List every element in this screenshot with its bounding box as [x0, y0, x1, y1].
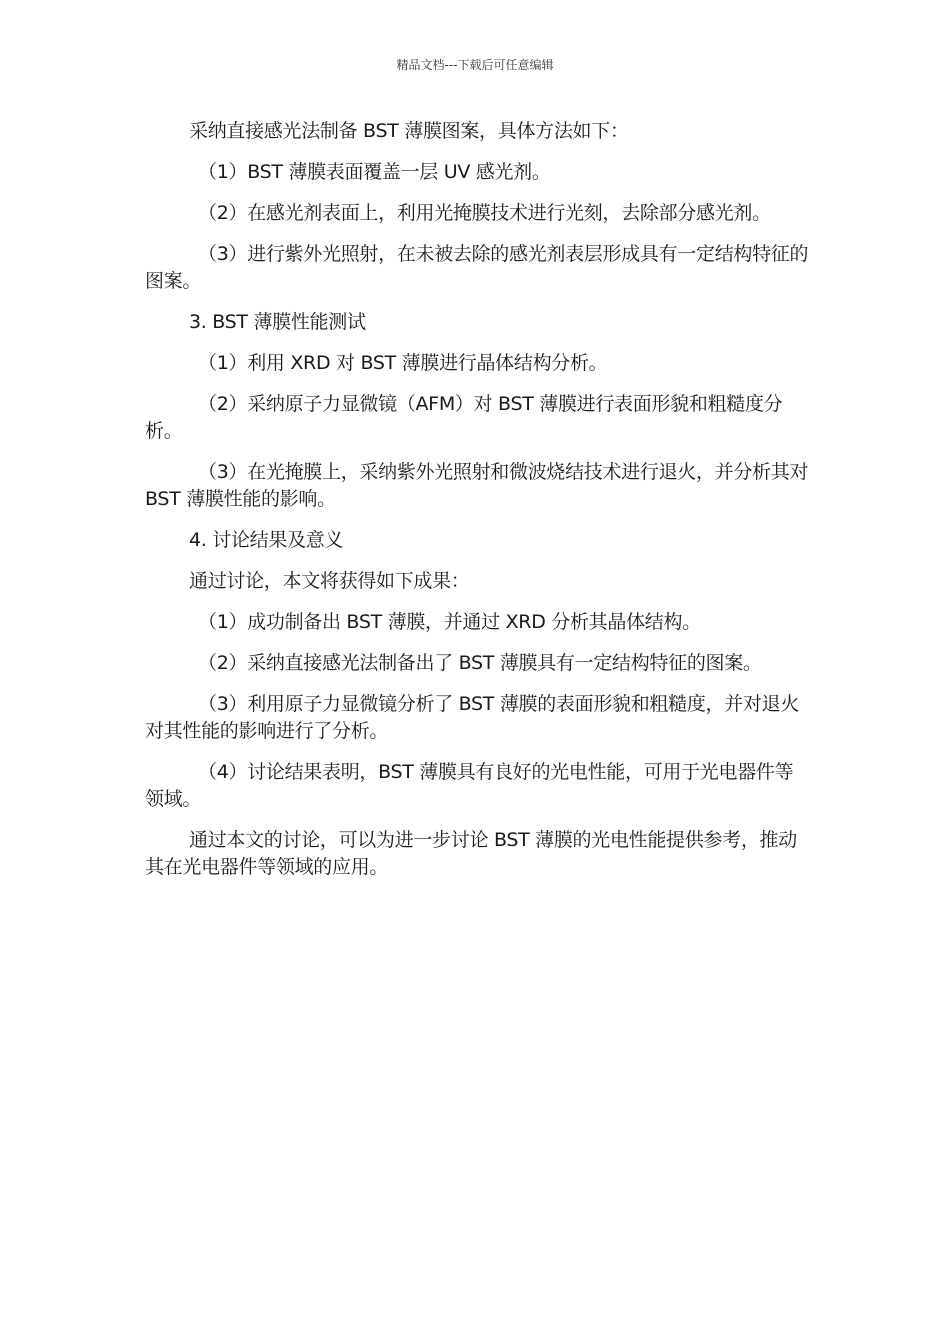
paragraph-results-intro: 通过讨论，本文将获得如下成果： — [189, 570, 470, 592]
list-item-result-2: （2）采纳直接感光法制备出了 BST 薄膜具有一定结构特征的图案。 — [198, 652, 762, 674]
page-header: 精品文档---下载后可任意编辑 — [396, 58, 554, 72]
list-item-testing-3: （3）在光掩膜上，采纳紫外光照射和微波烧结技术进行退火，并分析其对 BST 薄膜性能的影响。 — [145, 461, 809, 510]
list-item-testing-2: （2）采纳原子力显微镜（AFM）对 BST 薄膜进行表面形貌和粗糙度分析。 — [145, 393, 783, 442]
document-body — [145, 118, 810, 895]
paragraph-method-intro: 采纳直接感光法制备 BST 薄膜图案，具体方法如下： — [189, 120, 629, 142]
list-item-testing-1: （1）利用 XRD 对 BST 薄膜进行晶体结构分析。 — [198, 352, 608, 374]
section-heading-testing: 3. BST 薄膜性能测试 — [189, 311, 366, 333]
list-item-result-3: （3）利用原子力显微镜分析了 BST 薄膜的表面形貌和粗糙度，并对退火对其性能的影响进行了分析。 — [145, 693, 800, 742]
list-item-method-3: （3）进行紫外光照射，在未被去除的感光剂表层形成具有一定结构特征的图案。 — [145, 243, 809, 292]
section-heading-results: 4. 讨论结果及意义 — [189, 529, 344, 551]
list-item-result-4: （4）讨论结果表明，BST 薄膜具有良好的光电性能，可用于光电器件等领域。 — [145, 761, 794, 810]
paragraph-conclusion: 通过本文的讨论，可以为进一步讨论 BST 薄膜的光电性能提供参考，推动其在光电器件等领域的应用。 — [145, 829, 797, 878]
list-item-method-2: （2）在感光剂表面上，利用光掩膜技术进行光刻，去除部分感光剂。 — [198, 202, 771, 224]
list-item-method-1: （1）BST 薄膜表面覆盖一层 UV 感光剂。 — [198, 161, 551, 183]
list-item-result-1: （1）成功制备出 BST 薄膜，并通过 XRD 分析其晶体结构。 — [198, 611, 701, 633]
